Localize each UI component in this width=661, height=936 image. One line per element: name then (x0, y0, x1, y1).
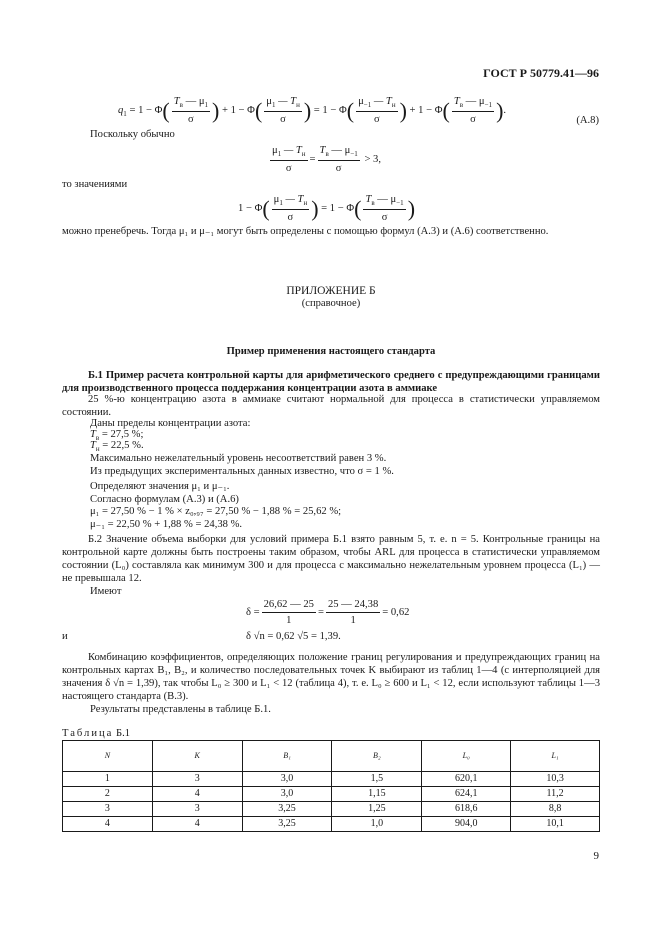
table-cell: 904,0 (422, 817, 511, 832)
table-cell: 1 (63, 772, 153, 787)
table-cell: 2 (63, 787, 153, 802)
table-cell: 1,0 (332, 817, 422, 832)
paren-open: ( (254, 97, 263, 123)
f2-num-op: — T (275, 96, 297, 107)
table-cell: 1,15 (332, 787, 422, 802)
and-text: и (62, 631, 68, 642)
paren-close: ) (399, 97, 407, 123)
phi-equality (238, 193, 415, 224)
header-b2: B₂ (332, 741, 422, 772)
fraction-1 (172, 95, 210, 126)
delta-equation (246, 598, 409, 627)
phi-f2-op: — μ (374, 194, 397, 205)
ineq-f2-op: — μ (328, 145, 351, 156)
delta-eq: = (317, 607, 324, 619)
text-neglect: можно пренебречь. Тогда μ₁ и μ₋₁ могут быть определены с помощью формул (А.3) и (А.6) соответственно. (62, 226, 549, 237)
f2-num-a-sub: 1 (271, 101, 276, 110)
delta-f2-den: 1 (350, 615, 356, 627)
delta-f1-num: 26,62 — 25 (262, 598, 316, 613)
table-cell: 8,8 (511, 802, 600, 817)
table-row (63, 787, 600, 802)
table-cell: 3,25 (242, 817, 332, 832)
f2-den: σ (280, 113, 286, 125)
section-b1-p1: 25 %-ю концентрацию азота в аммиаке считают нормальной для процесса в статистически управляемом состоянии. (62, 394, 600, 418)
fraction-4 (452, 95, 494, 126)
ineq-eq: = (309, 153, 316, 165)
limit-upper-sub: в (95, 434, 100, 443)
section-b2-p1: Б.2 Значение объема выборки для условий примера Б.1 взято равным 5, т. е. n = 5. Контрольные границы на контрольной карте должны быть построены таким образом, чтобы ARL для процесса в статистически управляемом состоянии (L₀) составляла как минимум 300 и для процесса с максимально нежелательным уровнем процесса (L₁) — не превышала 12. (62, 534, 600, 584)
table-row (63, 802, 600, 817)
f3-num-op: — T (371, 96, 392, 107)
text-values: то значениями (62, 179, 128, 190)
formula-eq-one-phi: = 1 − Φ (311, 104, 347, 116)
ineq-f1-a: μ (272, 145, 278, 156)
table-cell: 3 (152, 772, 242, 787)
f4-num-b-sub: −1 (484, 101, 493, 110)
table-row (63, 772, 600, 787)
delta-f1-den: 1 (286, 615, 292, 627)
phi-f1-den: σ (287, 211, 294, 223)
paren-open: ( (262, 195, 270, 221)
header-n: N (63, 741, 153, 772)
table-cell: 1,25 (332, 802, 422, 817)
table-cell: 3 (152, 802, 242, 817)
ineq-gt: > 3, (364, 153, 382, 165)
table-caption-word: Таблица (62, 728, 114, 739)
formula-end: . (503, 104, 507, 116)
header-l1: L₁ (511, 741, 600, 772)
section-b1-title: Б.1 Пример расчета контрольной карты для арифметического среднего с предупреждающими границами для производственного процесса поддержания концентрации азота в аммиаке (62, 370, 600, 394)
table-cell: 10,3 (511, 772, 600, 787)
limit-upper-sym: T (90, 429, 96, 440)
max-level: Максимально нежелательный уровень несоответствий равен 3 %. (90, 453, 387, 464)
table-cell: 624,1 (422, 787, 511, 802)
text-since: Поскольку обычно (90, 129, 175, 140)
f4-den: σ (470, 113, 476, 125)
delta-sqrt: δ √n = 0,62 √5 = 1,39. (246, 631, 341, 642)
table-cell: 620,1 (422, 772, 511, 787)
f1-den: σ (188, 113, 194, 125)
formulas-text: Согласно формулам (А.3) и (А.6) (90, 494, 239, 505)
formula-label: (А.8) (576, 115, 599, 126)
phi-f2-a-sub: в (371, 199, 375, 208)
f1-num-a: T (173, 96, 180, 107)
appendix-heading: Пример применения настоящего стандарта (226, 346, 436, 357)
f1-num-op: — μ (182, 96, 205, 107)
limits-intro: Даны пределы концентрации азота: (90, 418, 251, 429)
table-cell: 1,5 (332, 772, 422, 787)
header-l0: L₀ (422, 741, 511, 772)
delta-fraction-1 (262, 598, 316, 627)
ineq-fraction-1 (270, 144, 308, 175)
table-cell: 3 (63, 802, 153, 817)
ineq-f1-a-sub: 1 (277, 150, 282, 159)
results-table (62, 740, 600, 832)
ineq-f2-den: σ (335, 162, 342, 174)
ineq-f1-b-sub: н (301, 150, 306, 159)
table-cell: 4 (152, 817, 242, 832)
mu1-calc: μ₁ = 27,50 % − 1 % × z₀,₉₇ = 27,50 % − 1,88 % = 25,62 %; (90, 506, 342, 517)
phi-f1-b-sub: н (303, 199, 308, 208)
phi-f1-a: μ (273, 194, 280, 205)
delta-lhs: δ = (246, 607, 260, 619)
section-b2-p3: Результаты представлены в таблице Б.1. (90, 704, 271, 715)
f1-num-b-sub: 1 (204, 101, 209, 110)
f3-den: σ (373, 113, 380, 125)
formula-eq-prefix: = 1 − Φ (126, 104, 163, 116)
phi-f2-b-sub: −1 (396, 199, 404, 208)
header-k: K (152, 741, 242, 772)
paren-open: ( (162, 97, 170, 123)
table-row (63, 817, 600, 832)
formula-lhs-sub: 1 (123, 110, 127, 119)
phi-f1-op: — T (282, 194, 304, 205)
formula-lhs: q (118, 104, 124, 116)
delta-res: = 0,62 (382, 607, 410, 619)
table-header-row (63, 741, 600, 772)
page-number: 9 (593, 850, 599, 862)
fraction-3 (356, 95, 398, 126)
paren-open: ( (354, 195, 362, 221)
formula-a8 (118, 95, 506, 126)
paren-close: ) (407, 195, 416, 221)
ineq-fraction-2 (318, 144, 360, 175)
f2-num-b-sub: н (296, 101, 300, 110)
ineq-f2-b-sub: −1 (350, 150, 358, 159)
f4-num-a: T (453, 96, 460, 107)
ineq-f2-a-sub: в (325, 150, 329, 159)
table-cell: 3,25 (242, 802, 332, 817)
table-cell: 4 (152, 787, 242, 802)
phi-f2-a: T (365, 194, 372, 205)
paren-close: ) (212, 97, 220, 123)
ineq-f1-op: — T (281, 145, 302, 156)
f2-num-a: μ (266, 96, 272, 107)
phi-fraction-1 (272, 193, 310, 224)
mu-minus1-calc: μ₋₁ = 22,50 % + 1,88 % = 24,38 %. (90, 519, 243, 530)
ineq-f2-a: T (319, 145, 326, 156)
table-cell: 3,0 (242, 787, 332, 802)
table-caption (62, 727, 130, 740)
table-cell: 4 (63, 817, 153, 832)
phi-fraction-2 (363, 193, 405, 224)
paren-close: ) (303, 97, 312, 123)
ineq-f1-den: σ (285, 162, 292, 174)
document-id: ГОСТ Р 50779.41—96 (483, 66, 599, 80)
sigma-text: Из предыдущих экспериментальных данных известно, что σ = 1 %. (90, 466, 394, 477)
table-cell: 3,0 (242, 772, 332, 787)
phi-mid: = 1 − Φ (321, 202, 355, 214)
section-b2-p2: Комбинацию коэффициентов, определяющих положение границ регулирования и предупреждающих границ на контрольных картах B₁, B₂, и количество последовательных точек K выбирают из таблиц 1—4 (с интерполяцией для значения δ √n = 1,39), так чтобы L₀ ≥ 300 и L₁ < 12 (таблица 4), т. е. L₀ ≥ 600 и L₁ < 12, если используют таблицы 1—3 настоящего стандарта (В.3). (62, 652, 600, 702)
appendix-subtitle: (справочное) (301, 298, 361, 309)
table-cell: 11,2 (511, 787, 600, 802)
f1-num-a-sub: в (179, 101, 183, 110)
phi-f1-a-sub: 1 (279, 199, 283, 208)
phi-left: 1 − Φ (238, 202, 263, 214)
fraction-2 (264, 95, 302, 126)
limit-lower-sub: н (95, 445, 100, 454)
limit-upper-val: = 27,5 %; (99, 429, 144, 440)
limit-lower-sym: T (90, 440, 96, 451)
limit-lower-val: = 22,5 %. (99, 440, 144, 451)
table-cell: 10,1 (511, 817, 600, 832)
delta-f2-num: 25 — 24,38 (326, 598, 380, 613)
f4-num-a-sub: в (459, 101, 464, 110)
header-b1: B₁ (242, 741, 332, 772)
phi-f2-den: σ (381, 211, 388, 223)
paren-close: ) (496, 97, 504, 123)
paren-open: ( (442, 97, 450, 123)
f3-num-a: μ (358, 96, 364, 107)
determine-text: Определяют значения μ₁ и μ₋₁. (90, 481, 230, 492)
f3-num-a-sub: −1 (363, 101, 372, 110)
appendix-title: ПРИЛОЖЕНИЕ Б (286, 285, 376, 297)
inequality (268, 144, 381, 175)
formula-plus-one-phi: + 1 − Φ (406, 104, 443, 116)
f4-num-op: — μ (463, 96, 485, 107)
paren-close: ) (311, 195, 319, 221)
have-text: Имеют (90, 586, 122, 597)
paren-open: ( (346, 97, 355, 123)
table-caption-num: Б.1 (116, 728, 131, 739)
f3-num-b-sub: н (391, 101, 396, 110)
formula-plus-one-phi: + 1 − Φ (219, 104, 255, 116)
delta-fraction-2 (326, 598, 380, 627)
table-cell: 618,6 (422, 802, 511, 817)
